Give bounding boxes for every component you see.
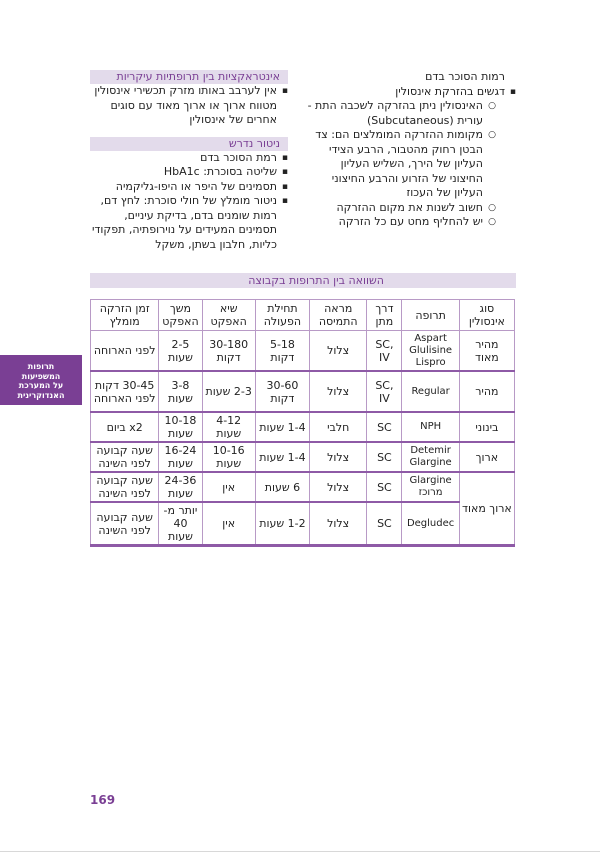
footer-divider — [0, 851, 600, 852]
cell-onset: 1-4 שעות — [255, 412, 309, 442]
cell-timing: שעה קבועה לפני השינה — [91, 502, 159, 546]
cell-onset: 1-4 שעות — [255, 442, 309, 472]
side-tab-line: על המערכת — [18, 381, 64, 390]
cell-onset: 5-18 דקות — [255, 331, 309, 372]
table-row — [91, 331, 515, 372]
right-column — [306, 70, 516, 230]
cell-route: SC, IV — [367, 371, 402, 412]
cell-drug: Regular — [402, 371, 459, 412]
list-item: ○ מקומות ההזרקה המומלצים הם: צד הבטן רחוק מהטבור, הרבע הצידי העליון של הירך, השליש העליון החיצוני של הזרוע והרבע החיצוני העליון של העכוז — [306, 128, 505, 201]
cell-onset: 1-2 שעות — [255, 502, 309, 546]
cell-appearance: צלול — [310, 472, 367, 502]
column-header: סוג אינסולין — [459, 300, 514, 331]
injection-tips-title: דגשים בהזרקת אינסולין — [395, 84, 505, 98]
cell-peak: 10-16 שעות — [202, 442, 255, 472]
injection-tips-sublist — [306, 99, 505, 230]
list-item: ▪ ניטור מומלץ של חולי סוכרת: לחץ דם, רמות שומנים בדם, בדיקת עיניים, תסמינים המעידים על נוירופתיה, תפקודי כליות, חלבון בשתן, משקל — [90, 194, 288, 252]
cell-duration: יותר מ- 40 שעות — [159, 502, 202, 546]
injection-tips-bullet — [306, 85, 516, 230]
intro-line: רמות הסוכר בדם — [425, 70, 505, 83]
cell-type: ארוך — [459, 442, 514, 472]
column-header: משך האפקט — [159, 300, 202, 331]
interactions-heading: אינטראקציות בין תרופתיות עיקריות — [90, 70, 288, 84]
cell-peak: 2-3 שעות — [202, 371, 255, 412]
column-header: תחילת הפעולה — [255, 300, 309, 331]
table-row — [91, 472, 515, 502]
cell-timing: x2 ביום — [91, 412, 159, 442]
cell-type: מהיר — [459, 371, 514, 412]
column-header: שיא האפקט — [202, 300, 255, 331]
table-row — [91, 442, 515, 472]
cell-duration: 24-36 שעות — [159, 472, 202, 502]
cell-peak: אין — [202, 502, 255, 546]
cell-route: SC — [367, 412, 402, 442]
monitoring-heading: ניטור נדרש — [90, 137, 288, 151]
column-header: מראה התמיסה — [310, 300, 367, 331]
list-item: ▪ רמת הסוכר בדם — [90, 151, 288, 166]
cell-timing: שעה קבועה לפני השינה — [91, 472, 159, 502]
cell-type: מהיר מאוד — [459, 331, 514, 372]
cell-timing: לפני הארוחה — [91, 331, 159, 372]
side-tab-line: האנדוקרינית — [17, 390, 65, 400]
list-item: ▪ אין לערבב באותו מזרק תכשירי אינסולין מטווח ארוך או ארוך מאוד עם סוגים אחרים של אינסולין — [90, 84, 288, 128]
table-row — [91, 412, 515, 442]
list-item: ○ יש להחליף מחט עם כל הזרקה — [306, 215, 505, 230]
cell-route: SC — [367, 472, 402, 502]
monitoring-list — [90, 151, 288, 253]
cell-appearance: צלול — [310, 442, 367, 472]
column-header: דרך מתן — [367, 300, 402, 331]
insulin-comparison-table — [90, 299, 515, 547]
side-tab-line: תרופות — [27, 362, 55, 371]
cell-route: SC — [367, 502, 402, 546]
cell-appearance: חלבי — [310, 412, 367, 442]
cell-appearance: צלול — [310, 502, 367, 546]
cell-drug: NPH — [402, 412, 459, 442]
cell-type: ארוך מאוד — [459, 472, 514, 546]
cell-peak: אין — [202, 472, 255, 502]
column-header: תרופה — [402, 300, 459, 331]
cell-drug: Degludec — [402, 502, 459, 546]
cell-type: בינוני — [459, 412, 514, 442]
interactions-list — [90, 84, 288, 128]
table-header-row — [91, 300, 515, 331]
cell-peak: 30-180 דקות — [202, 331, 255, 372]
list-item: ○ חשוב לשנות את מקום ההזרקה — [306, 201, 505, 216]
cell-drug: Glargine מרוכז — [402, 472, 459, 502]
left-column — [90, 70, 288, 252]
cell-appearance: צלול — [310, 371, 367, 412]
column-header: זמן הזרקה מומלץ — [91, 300, 159, 331]
cell-appearance: צלול — [310, 331, 367, 372]
list-item: ○ האינסולין ניתן בהזרקה לשכבה התת - עורית (Subcutaneous) — [306, 99, 505, 128]
side-tab-line: המשפיעות — [21, 371, 61, 381]
chapter-side-tab[interactable] — [0, 355, 82, 405]
injection-tips-list — [306, 85, 516, 230]
cell-route: SC, IV — [367, 331, 402, 372]
list-item: ▪ שליטה בסוכרת: HbA1c — [90, 165, 288, 180]
cell-peak: 4-12 שעות — [202, 412, 255, 442]
cell-timing: 30-45 דקות לפני הארוחה — [91, 371, 159, 412]
page-number: 169 — [90, 793, 116, 807]
cell-route: SC — [367, 442, 402, 472]
table-row — [91, 371, 515, 412]
cell-onset: 6 שעות — [255, 472, 309, 502]
cell-onset: 30-60 דקות — [255, 371, 309, 412]
cell-duration: 10-18 שעות — [159, 412, 202, 442]
cell-duration: 3-8 שעות — [159, 371, 202, 412]
cell-timing: שעה קבועה לפני השינה — [91, 442, 159, 472]
cell-drug: Aspart Glulisine Lispro — [402, 331, 459, 372]
cell-duration: 16-24 שעות — [159, 442, 202, 472]
list-item: ▪ תסמינים של היפר או היפו-גליקמיה — [90, 180, 288, 195]
table-title: השוואה בין התרופות בקבוצה — [90, 273, 516, 288]
cell-drug: Detemir Glargine — [402, 442, 459, 472]
table-row — [91, 502, 515, 546]
cell-duration: 2-5 שעות — [159, 331, 202, 372]
